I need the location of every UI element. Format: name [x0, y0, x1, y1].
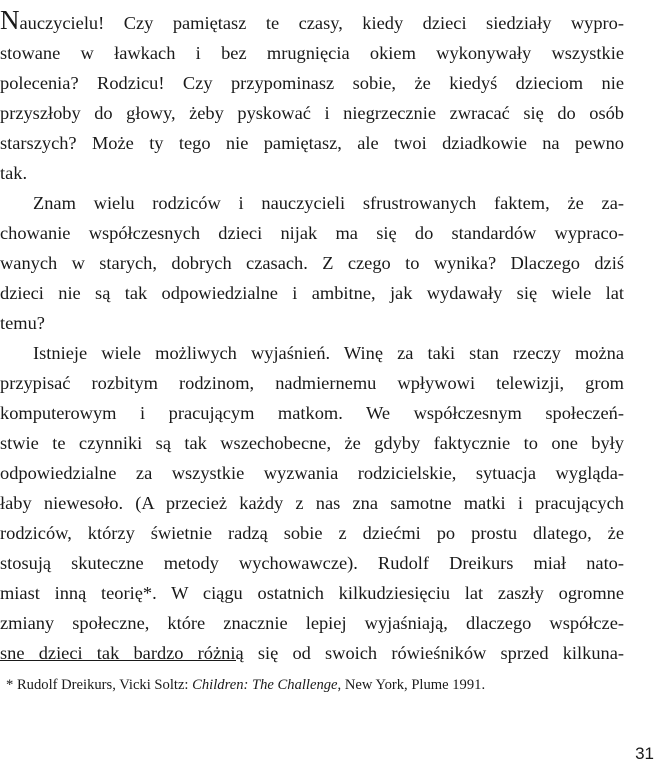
text-line: miast inną teorię*. W ciągu ostatnich kilkudziesięciu lat zaszły ogromne	[0, 583, 624, 603]
text-line: starszych? Może ty tego nie pamiętasz, ale twoi dziadkowie na pewno	[0, 133, 624, 153]
main-text	[0, 5, 624, 668]
text-line: polecenia? Rodzicu! Czy przypominasz sobie, że kiedyś dzieciom nie	[0, 73, 624, 93]
text-line: stowane w ławkach i bez mrugnięcia okiem wykonywały wszystkie	[0, 43, 624, 63]
page-number: 31	[635, 744, 654, 763]
text-line: wanych w starych, dobrych czasach. Z czego to wynika? Dlaczego dziś	[0, 253, 624, 273]
text-line	[0, 5, 624, 38]
text-line: zmiany społeczne, które znacznie lepiej wyjaśniają, dlaczego współcze-	[0, 613, 624, 633]
text-line: przyszłoby do głowy, żeby pyskować i niegrzecznie zwracać się do osób	[0, 103, 624, 123]
text-line: odpowiedzialne za wszystkie wyzwania rodzicielskie, sytuacja wygląda-	[0, 463, 624, 483]
footnote-text: * Rudolf Dreikurs, Vicki Soltz:	[6, 677, 193, 693]
text-line: łaby niewesoło. (A przecież każdy z nas zna samotne matki i pracujących	[0, 493, 624, 513]
text-line: stwie te czynniki są tak wszechobecne, że gdyby faktycznie to one były	[0, 433, 624, 453]
text-line: tak.	[0, 163, 28, 183]
footnote-publication: , New York, Plume 1991.	[337, 677, 486, 693]
text-line: komputerowym i pracującym matkom. We współczesnym społeczeń-	[0, 403, 624, 423]
drop-cap: N	[0, 5, 20, 35]
text-line: stosują skuteczne metody wychowawcze). Rudolf Dreikurs miał nato-	[0, 553, 624, 573]
text-line: temu?	[0, 313, 45, 333]
text-line: przypisać rozbitym rodzinom, nadmiernemu wpływowi telewizji, grom	[0, 373, 624, 393]
text-line: Znam wielu rodziców i nauczycieli sfrustrowanych faktem, że za-	[33, 193, 624, 213]
text-line: Istnieje wiele możliwych wyjaśnień. Winę za taki stan rzeczy można	[33, 343, 624, 363]
footnote-divider	[0, 660, 236, 661]
text-line: chowanie współczesnych dzieci nijak ma się do standardów wypraco-	[0, 223, 624, 243]
text-line: sne dzieci tak bardzo różnią się od swoich rówieśników sprzed kilkuna-	[0, 643, 624, 663]
text-line: rodziców, którzy świetnie radzą sobie z dziećmi po prostu dlatego, że	[0, 523, 624, 543]
text-line-content: auczycielu! Czy pamiętasz te czasy, kiedy dzieci siedziały wypro-	[19, 13, 624, 33]
footnote-book-title: Children: The Challenge	[192, 677, 338, 693]
footnote	[6, 675, 485, 695]
text-line: dzieci nie są tak odpowiedzialne i ambitne, jak wydawały się wiele lat	[0, 283, 624, 303]
